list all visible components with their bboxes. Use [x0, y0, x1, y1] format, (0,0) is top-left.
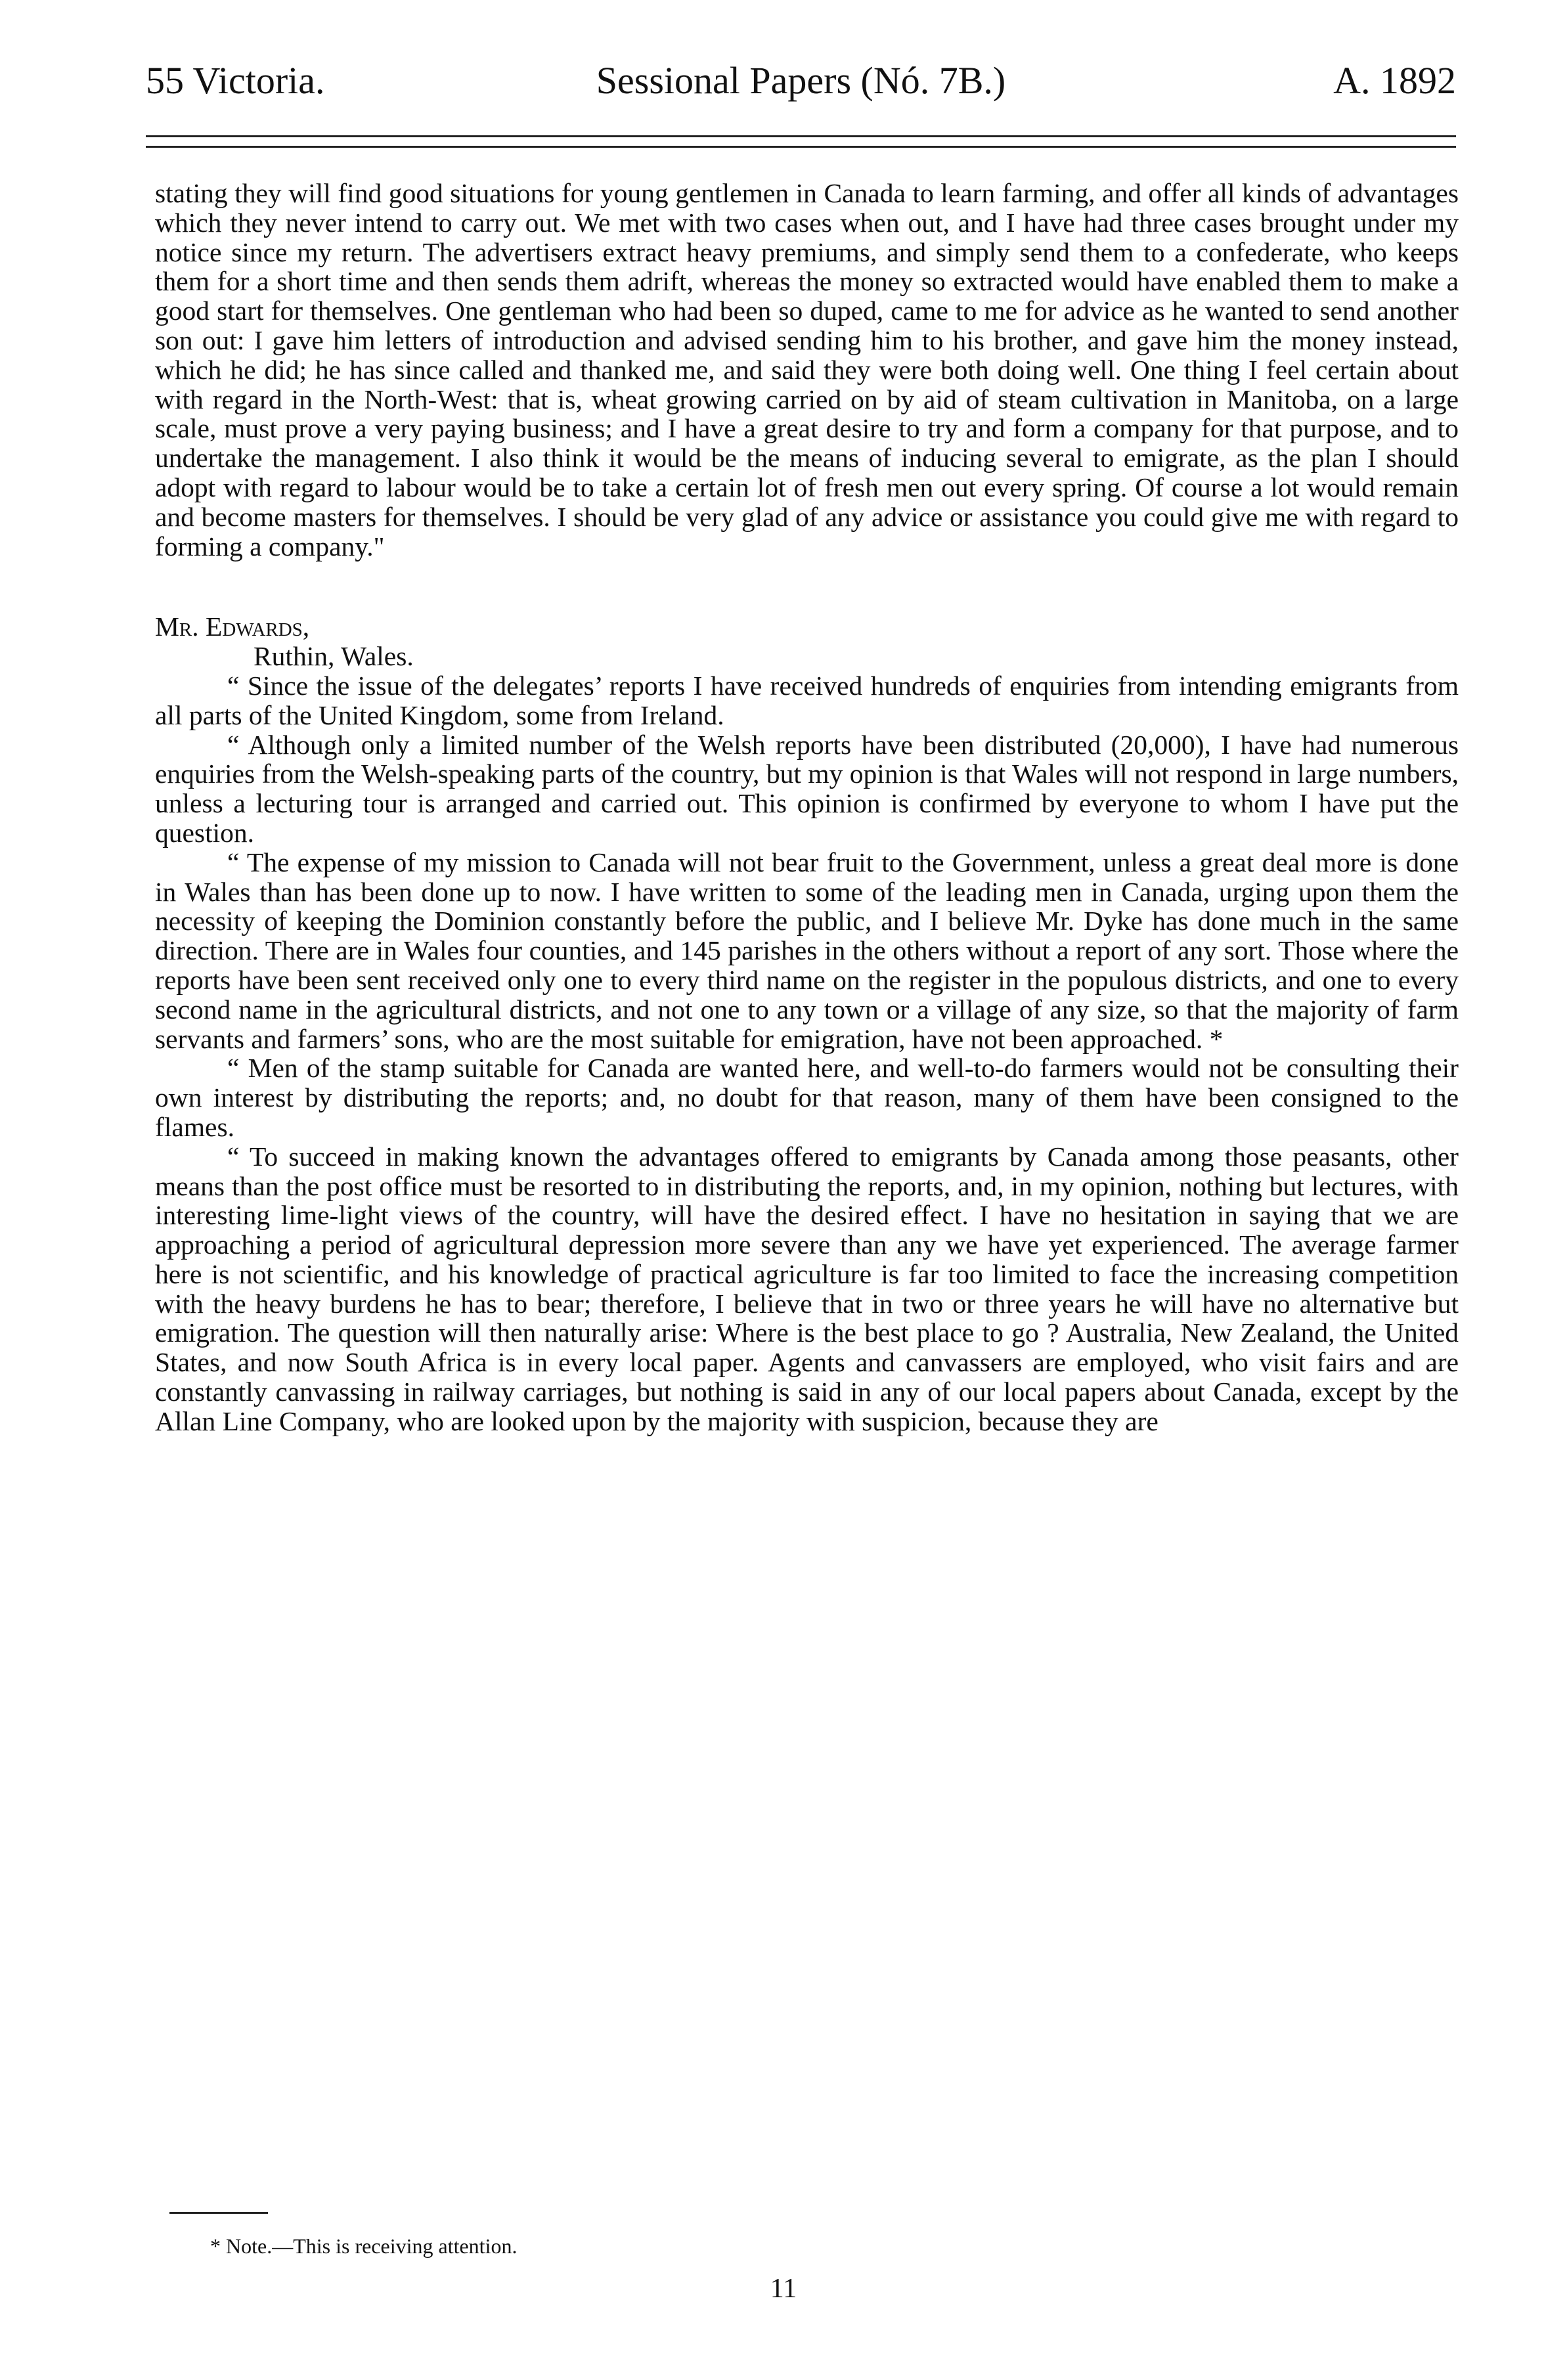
header-rule-bottom: [146, 146, 1456, 148]
running-header: [146, 51, 1456, 110]
addressee-name: Mr. Edwards,: [155, 611, 310, 642]
paragraph-men-of-stamp: “ Men of the stamp suitable for Canada are wanted here, and well-to-do farmers would not be consulting their own interest by distributing the reports; and, no doubt for that reason, many of them have been consigned to the flames.: [155, 1053, 1459, 1142]
header-sessional-papers: Sessional Papers (Nó. 7B.): [596, 59, 1006, 102]
paragraph-to-succeed: “ To succeed in making known the advantages offered to emigrants by Canada among those peasants, other means than the post office must be resorted to in distributing the reports, and, in my opinion, nothing but lectures, with interesting lime-light views of the country, will have the desired effect. I have no hesitation in saying that we are approaching a period of agricultural depression more severe than any we have yet experienced. The average farmer here is not scientific, and his knowledge of practical agriculture is far too limited to face the increasing competition with the heavy burdens he has to bear; therefore, I believe that in two or three years he will have no alternative but emigration. The question will then naturally arise: Where is the best place to go ? Australia, New Zealand, the United States, and now South Africa is in every local paper. Agents and canvassers are employed, who visit fairs and are constantly canvassing in railway carriages, but nothing is said in any of our local papers about Canada, except by the Allan Line Company, who are looked upon by the majority with suspicion, because they are: [155, 1141, 1459, 1436]
paragraph-continued-letter: stating they will find good situations for young gentlemen in Canada to learn farming, and offer all kinds of advantages which they never intend to carry out. We met with two cases when out, and I have had three cases brought under my notice since my return. The advertisers extract heavy premiums, and simply send them to a confederate, who keeps them for a short time and then sends them adrift, whereas the money so extracted would have enabled them to make a good start for themselves. One gentleman who had been so duped, came to me for advice as he wanted to send another son out: I gave him letters of introduction and advised sending him to his brother, and gave him the money instead, which he did; he has since called and thanked me, and said they were both doing well. One thing I feel certain about with regard in the North-West: that is, wheat growing carried on by aid of steam cultivation in Manitoba, on a large scale, must prove a very paying business; and I have a great desire to try and form a company for that purpose, and to undertake the management. I also think it would be the means of inducing several to emigrate, as the plan I should adopt with regard to labour would be to take a certain lot of fresh men out every spring. Of course a lot would remain and become masters for themselves. I should be very glad of any advice or assistance you could give me with regard to forming a company.": [155, 178, 1459, 562]
paragraph-welsh-reports: “ Although only a limited number of the Welsh reports have been distributed (20,000), I have had numerous enquiries from the Welsh-speaking parts of the country, but my opinion is that Wales will not respond in large numbers, unless a lecturing tour is arranged and carried out. This opinion is confirmed by everyone to whom I have put the question.: [155, 729, 1459, 848]
header-volume: 55 Victoria.: [146, 59, 325, 102]
footnote: * Note.—This is receiving attention.: [210, 2234, 518, 2258]
header-rule-top: [146, 135, 1456, 137]
paragraph-mission-expense: “ The expense of my mission to Canada will not bear fruit to the Government, unless a great deal more is done in Wales than has been done up to now. I have written to some of the leading men in Canada, urging upon them the necessity of keeping the Dominion constantly before the public, and I believe Mr. Dyke has done much in the same direction. There are in Wales four counties, and 145 parishes in the others without a report of any sort. Those where the reports have been sent received only one to every third name on the register in the populous districts, and one to every second name in the agricultural districts, and not one to any town or a village of any size, so that the majority of farm servants and farmers’ sons, who are the most suitable for emigration, have not been approached. *: [155, 847, 1459, 1054]
addressee-place: Ruthin, Wales.: [254, 641, 414, 672]
footnote-rule: [169, 2212, 268, 2214]
body-text: [155, 179, 1459, 1436]
paragraph-enquiries: “ Since the issue of the delegates’ reports I have received hundreds of enquiries from intending emigrants from all parts of the United Kingdom, some from Ireland.: [155, 670, 1459, 730]
header-year: A. 1892: [1333, 59, 1456, 102]
page-number: 11: [770, 2274, 797, 2304]
